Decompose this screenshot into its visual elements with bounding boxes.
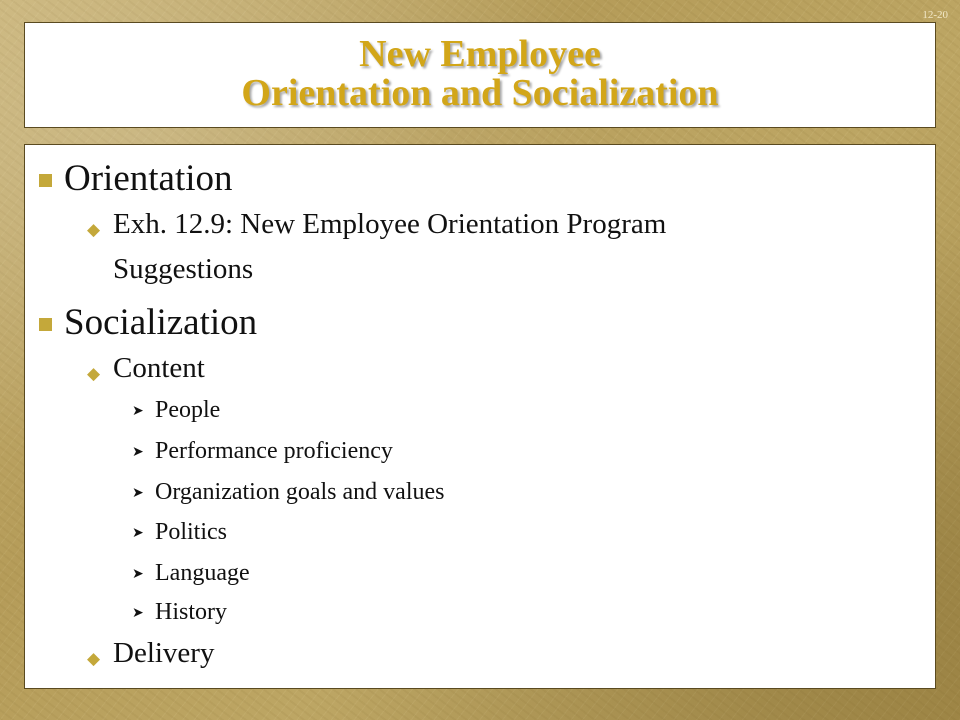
content-item-politics: Politics xyxy=(155,519,228,545)
content-item-goals: Organization goals and values xyxy=(155,479,445,505)
sub-bullet-exhibit-line-1: Exh. 12.9: New Employee Orientation Program xyxy=(113,208,667,240)
slide-number: 12-20 xyxy=(922,9,948,21)
content-box xyxy=(24,144,936,689)
slide-title-line-2: Orientation and Socialization xyxy=(241,72,719,114)
diamond-bullet-icon: ◆ xyxy=(87,364,101,384)
slide-title-line-1: New Employee xyxy=(359,33,601,75)
sub-bullet-delivery: Delivery xyxy=(113,637,215,669)
content-item-performance: Performance proficiency xyxy=(155,438,393,464)
diamond-bullet-icon: ◆ xyxy=(87,220,101,240)
content-item-history: History xyxy=(155,599,227,625)
arrow-bullet-icon: ➤ xyxy=(132,444,144,460)
sub-bullet-content: Content xyxy=(113,352,205,384)
arrow-bullet-icon: ➤ xyxy=(132,403,144,419)
content-item-people: People xyxy=(155,397,221,423)
arrow-bullet-icon: ➤ xyxy=(132,525,144,541)
bullet-orientation: Orientation xyxy=(64,158,233,199)
title-box xyxy=(24,22,936,128)
square-bullet-icon xyxy=(39,174,52,187)
diamond-bullet-icon: ◆ xyxy=(87,649,101,669)
content-item-language: Language xyxy=(155,560,250,586)
sub-bullet-exhibit-line-2: Suggestions xyxy=(113,253,254,285)
bullet-socialization: Socialization xyxy=(64,302,258,343)
arrow-bullet-icon: ➤ xyxy=(132,566,144,582)
arrow-bullet-icon: ➤ xyxy=(132,485,144,501)
square-bullet-icon xyxy=(39,318,52,331)
arrow-bullet-icon: ➤ xyxy=(132,605,144,621)
